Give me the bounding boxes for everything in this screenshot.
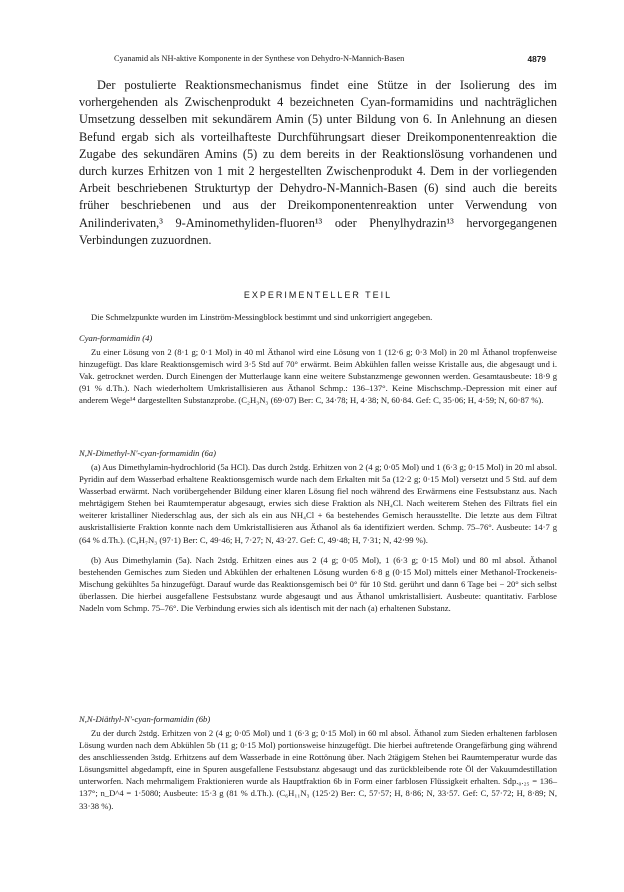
section-heading: N,N-Diäthyl-N'-cyan-formamidin (6b) xyxy=(79,714,211,724)
section-diaethyl xyxy=(79,714,557,812)
section-paragraph: (a) Aus Dimethylamin-hydrochlorid (5a HCl). Das durch 2stdg. Erhitzen von 2 (4 g; 0·05 Mol) und 1 (6·3 g; 0·15 Mol) in 20 ml absol. Pyridin auf dem Wasserbad erhaltene Reaktionsgemisch wurde nach dem Erkalten mit 5a (12·2 g; 0·15 Mol) versetzt und 5 Std. auf dem Wasserbad erwärmt. Nach vorübergehender Bildung einer klaren Lösung fiel noch während des Erwärmens eine Festsubstanz aus. Nach mehrtägigem Stehen bei Raumtemperatur abgesaugt, erwies sich diese Fraktion als NH₄Cl. Nach weiterem Stehen des Filtrats fiel ein weiterer kristalliner Niederschlag aus, der sich als ein aus NH₄Cl + 6a bestehendes Gemisch herausstellte. Die letzte aus dem Filtrat auskristallisierte Fraktion konnte nach dem Umkristallisieren aus Äthanol als 6a identifiziert werden. Schmp. 75–76°. Ausbeute: 14·7 g (64 % d.Th.). (C₄H₇N₃ (97·1) Ber: C, 49·46; H, 7·27; N, 43·27. Gef: C, 49·48; H, 7·31; N, 42·99 %). xyxy=(79,462,557,545)
section-cyan-formamidin xyxy=(79,333,557,406)
page-number: 4879 xyxy=(527,54,546,64)
section-dimethyl xyxy=(79,448,557,614)
section-heading: Cyan-formamidin (4) xyxy=(79,333,153,343)
section-title: EXPERIMENTELLER TEIL xyxy=(243,290,393,300)
section-paragraph: Zu einer Lösung von 2 (8·1 g; 0·1 Mol) in 40 ml Äthanol wird eine Lösung von 1 (12·6 g; 0·3 Mol) in 20 ml Äthanol tropfenweise hinzugefügt. Das klare Reaktionsgemisch wird 3·5 Std auf 70° erwärmt. Beim Abkühlen fallen weisse Kristalle aus, die abgesaugt und i. Vak. getrocknet werden. Durch Einengen der Mutterlauge kann eine weitere Substanzmenge gewonnen werden. Gesamtausbeute: 18·9 g (91 % d.Th.). Nach wiederholtem Umkristallisieren aus Äthanol Schmp.: 136–137°. Keine Mischschmp.-Depression mit einer auf anderem Wege¹⁴ dargestellten Substanzprobe. (C₂H₃N₃ (69·07) Ber: C, 34·78; H, 4·38; N, 60·84. Gef: C, 35·06; H, 4·59; N, 60·87 %). xyxy=(79,347,557,406)
intro-paragraph xyxy=(79,77,557,249)
running-head xyxy=(76,54,546,68)
general-note-text: Die Schmelzpunkte wurden im Linström-Messingblock bestimmt und sind unkorrigiert angegeben. xyxy=(91,312,433,322)
section-paragraph: (b) Aus Dimethylamin (5a). Nach 2stdg. Erhitzen eines aus 2 (4 g; 0·05 Mol), 1 (6·3 g; 0·15 Mol) und 80 ml absol. Äthanol bestehenden Gemisches zum Sieden und Abkühlen der erhaltenen Lösung wurden 6·8 g (0·15 Mol) mittels einer Methanol-Trockeneis-Mischung gekühltes 5a hinzugefügt. Darauf wurde das Reaktionsgemisch bei 0° für 10 Std. gerührt und dann 6 Tage bei − 20° sich selbst überlassen. Die hierbei ausgefallene Festsubstanz wurde abgesaugt und aus Äthanol umkristallisiert. Ausbeute: quantitativ. Farblose Nadeln vom Schmp. 75–76°. Die Verbindung erwies sich als identisch mit der nach (a) erhaltenen Substanz. xyxy=(79,554,557,614)
running-head-title: Cyanamid als NH-aktive Komponente in der Synthese von Dehydro-N-Mannich-Basen xyxy=(114,54,405,63)
intro-text: Der postulierte Reaktionsmechanismus findet eine Stütze in der Isolierung des im vorhergehenden als Zwischenprodukt 4 bezeichneten Cyan-formamidins und nachträglichen Umsetzung desselben mit sekundärem Amin (5) unter Bildung von 6. In Anlehnung an diesen Befund ergab sich als vorteilhafteste Durchführungsart dieser Dreikomponentenreaktion die Zugabe des sekundären Amins (5) zu dem bereits in der Reaktionslösung vorhandenen und durch kurzes Erhitzen von 1 mit 2 hergestellten Zwischenprodukt 4. Dem in der vorliegenden Arbeit beschriebenen Strukturtyp der Dehydro-N-Mannich-Basen (6) sind auch die bereits früher beschriebenen und aus der Dreikomponentenreaktion unter Verwendung von Anilinderivaten,³ 9-Aminomethyliden-fluoren¹³ oder Phenylhydrazin¹³ hervorgegangenen Verbindungen zuzuordnen. xyxy=(79,78,557,247)
general-note xyxy=(79,311,557,323)
section-heading: N,N-Dimethyl-N'-cyan-formamidin (6a) xyxy=(79,448,216,458)
section-paragraph: Zu der durch 2stdg. Erhitzen von 2 (4 g; 0·05 Mol) und 1 (6·3 g; 0·15 Mol) in 60 ml absol. Äthanol zum Sieden erhaltenen farblosen Lösung wurden nach dem Abkühlen 5b (11 g; 0·15 Mol) portionsweise hinzugefügt. Die hierbei auftretende Orangefärbung ging während des anschliessenden 3stdg. Erhitzens auf dem Wasserbade in eine Rottönung über. Nach 2tägigem Stehen bei Raumtemperatur wurde das Lösungsmittel abgedampft, eine in Spuren ausgefallene Festsubstanz abgesaugt und das zurückbleibende rote Öl der Vakuumdestillation unterworfen. Nach mehrmaligem Fraktionieren wurde als Hauptfraktion 6b in Form einer farblosen Flüssigkeit erhalten. Sdp.₀.₂₅ = 136–137°; n_D^4 = 1·5080; Ausbeute: 15·3 g (81 % d.Th.). (C₆H₁₁N₃ (125·2) Ber: C, 57·57; H, 8·86; N, 33·57. Gef: C, 57·72; H, 8·89; N, 33·38 %). xyxy=(79,728,557,811)
